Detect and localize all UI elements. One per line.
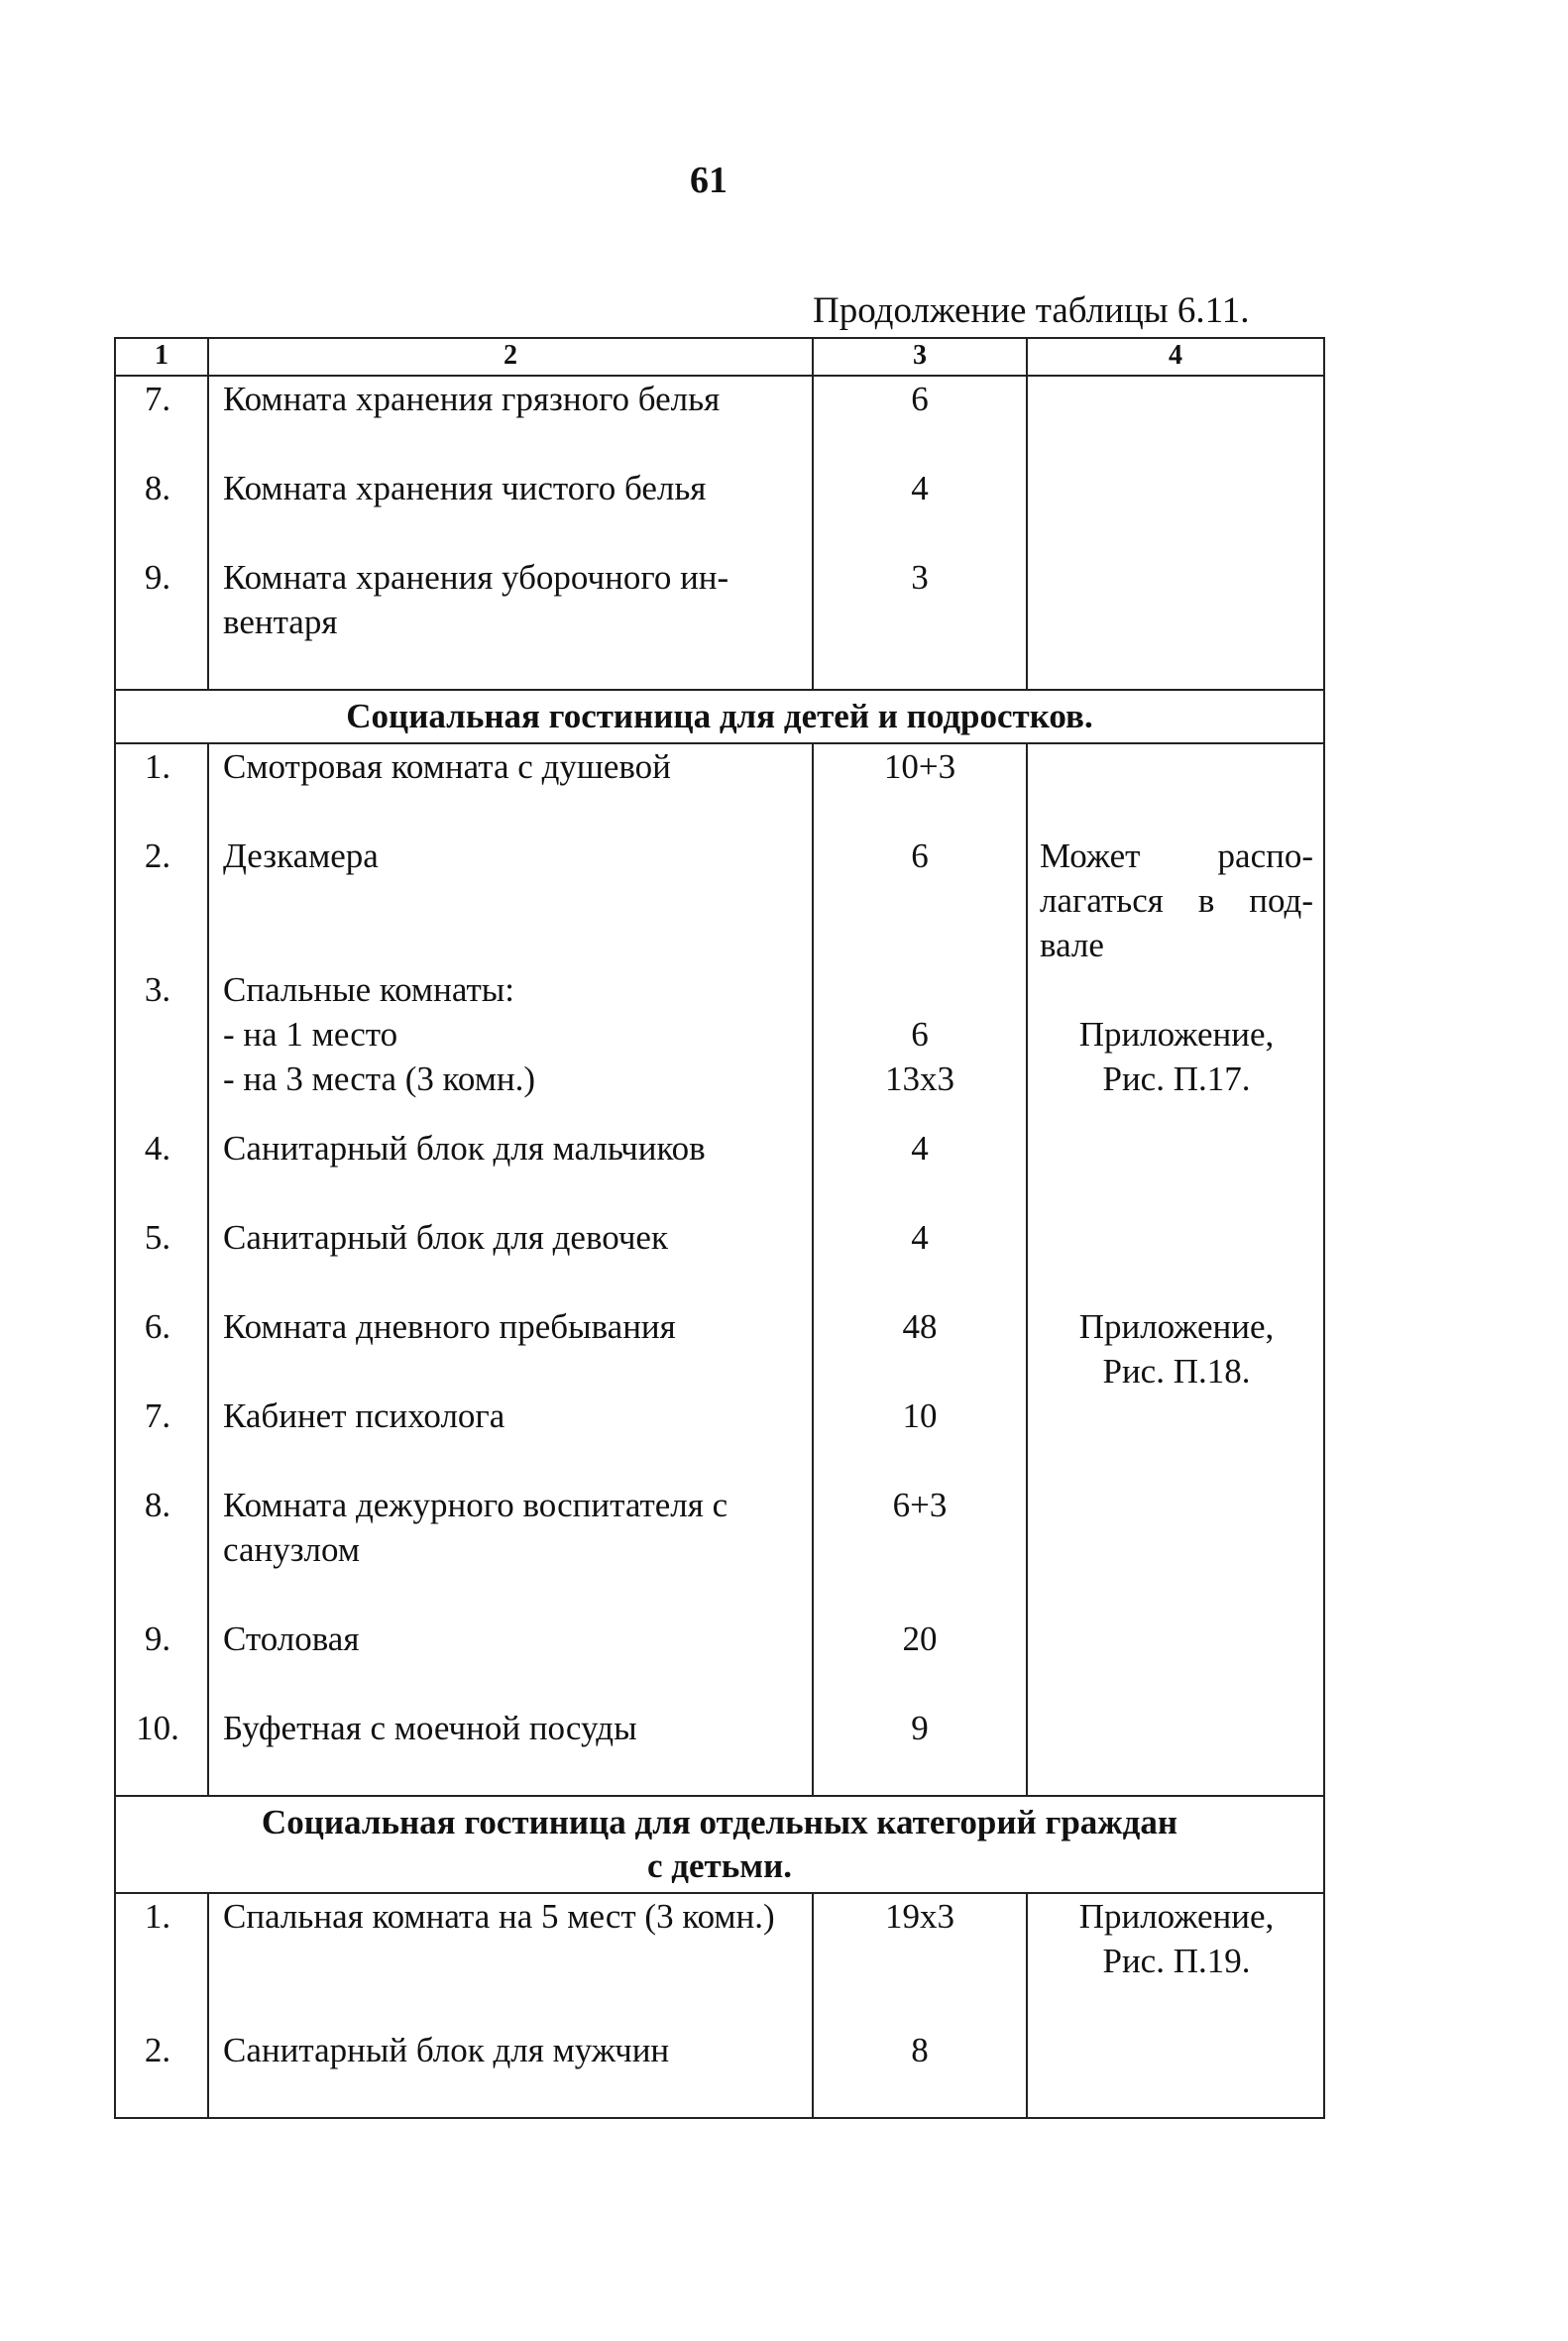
room-note-line: Рис. П.18. xyxy=(1102,1352,1251,1391)
table-row xyxy=(115,743,1324,834)
room-area: 6+3 xyxy=(813,1483,1027,1616)
room-area-line: 13х3 xyxy=(885,1059,954,1098)
room-name: Кабинет психолога xyxy=(208,1393,813,1483)
room-name: Санитарный блок для девочек xyxy=(208,1215,813,1304)
room-note-line: Рис. П.19. xyxy=(1102,1942,1251,1980)
room-note: Может распо-лагаться в под-вале xyxy=(1027,834,1324,967)
table-row xyxy=(115,1616,1324,1706)
room-note-line: Приложение, xyxy=(1078,1897,1275,1936)
row-number: 2. xyxy=(115,834,208,967)
room-note xyxy=(1027,466,1324,555)
room-note xyxy=(1027,1483,1324,1616)
room-area-line xyxy=(814,967,1026,1012)
room-note xyxy=(1027,1616,1324,1706)
row-number: 7. xyxy=(115,376,208,466)
room-note xyxy=(1027,1126,1324,1215)
row-number: 2. xyxy=(115,2028,208,2118)
room-note xyxy=(1027,1706,1324,1796)
room-note xyxy=(1027,1304,1324,1393)
room-note xyxy=(1027,743,1324,834)
room-area: 6 xyxy=(813,834,1027,967)
room-note-line: Приложение, xyxy=(1078,1015,1275,1054)
row-number: 1. xyxy=(115,743,208,834)
room-note xyxy=(1027,555,1324,690)
room-name: Комната дежурного воспитателя с санузлом xyxy=(208,1483,813,1616)
table-row xyxy=(115,1483,1324,1616)
column-header: 4 xyxy=(1027,338,1324,376)
room-area: 6 xyxy=(813,376,1027,466)
row-number: 8. xyxy=(115,466,208,555)
column-header: 2 xyxy=(208,338,813,376)
room-area-line: 6 xyxy=(911,1015,929,1054)
section-heading-row xyxy=(115,690,1324,743)
room-note xyxy=(1027,1393,1324,1483)
row-number: 5. xyxy=(115,1215,208,1304)
room-name: Санитарный блок для мальчиков xyxy=(208,1126,813,1215)
room-name: Смотровая комната с душевой xyxy=(208,743,813,834)
room-area: 4 xyxy=(813,1215,1027,1304)
section-heading-line: Социальная гостиница для отдельных категорий граждан xyxy=(261,1803,1178,1841)
table-row xyxy=(115,967,1324,1126)
room-name: Буфетная с моечной посуды xyxy=(208,1706,813,1796)
room-area: 48 xyxy=(813,1304,1027,1393)
room-name-line: Спальные комнаты: xyxy=(223,970,514,1009)
room-name: Комната дневного пребывания xyxy=(208,1304,813,1393)
table-row xyxy=(115,1215,1324,1304)
room-note xyxy=(1027,2028,1324,2118)
note-spacer xyxy=(1040,967,1313,1012)
room-area: 10+3 xyxy=(813,743,1027,834)
room-area xyxy=(813,967,1027,1126)
room-area: 9 xyxy=(813,1706,1027,1796)
table-row xyxy=(115,2028,1324,2118)
row-number: 4. xyxy=(115,1126,208,1215)
room-area: 19х3 xyxy=(813,1893,1027,2028)
room-name: Столовая xyxy=(208,1616,813,1706)
room-note xyxy=(1027,376,1324,466)
row-number: 9. xyxy=(115,1616,208,1706)
room-name xyxy=(208,967,813,1126)
column-header: 1 xyxy=(115,338,208,376)
room-area: 8 xyxy=(813,2028,1027,2118)
table-row xyxy=(115,376,1324,466)
row-number: 3. xyxy=(115,967,208,1126)
room-name: Спальная комната на 5 мест (3 комн.) xyxy=(208,1893,813,2028)
table-header-row xyxy=(115,338,1324,376)
section-heading-line: с детьми. xyxy=(647,1846,792,1885)
page-number: 61 xyxy=(690,160,728,201)
room-note xyxy=(1027,1215,1324,1304)
room-note-line: Рис. П.17. xyxy=(1102,1059,1251,1098)
room-area: 4 xyxy=(813,1126,1027,1215)
section-heading-row xyxy=(115,1796,1324,1893)
room-name: Дезкамера xyxy=(208,834,813,967)
table-row xyxy=(115,1393,1324,1483)
table-row xyxy=(115,1304,1324,1393)
table-row xyxy=(115,466,1324,555)
room-name: Комната хранения чистого белья xyxy=(208,466,813,555)
table-row xyxy=(115,1893,1324,2028)
section-heading-children: Социальная гостиница для детей и подростков. xyxy=(115,690,1324,743)
room-area: 20 xyxy=(813,1616,1027,1706)
room-area: 4 xyxy=(813,466,1027,555)
section-heading-families xyxy=(115,1796,1324,1893)
column-header: 3 xyxy=(813,338,1027,376)
room-name: Санитарный блок для мужчин xyxy=(208,2028,813,2118)
rooms-table xyxy=(114,337,1325,2119)
table-continuation-caption: Продолжение таблицы 6.11. xyxy=(813,290,1250,331)
table-row xyxy=(115,1126,1324,1215)
row-number: 10. xyxy=(115,1706,208,1796)
row-number: 8. xyxy=(115,1483,208,1616)
room-name: Комната хранения уборочного ин-вентаря xyxy=(208,555,813,690)
table-row xyxy=(115,555,1324,690)
table-row xyxy=(115,834,1324,967)
row-number: 1. xyxy=(115,1893,208,2028)
row-number: 7. xyxy=(115,1393,208,1483)
room-area: 3 xyxy=(813,555,1027,690)
row-number: 6. xyxy=(115,1304,208,1393)
room-note xyxy=(1027,967,1324,1126)
room-name-line: - на 1 место xyxy=(223,1015,398,1054)
room-name-line: - на 3 места (3 комн.) xyxy=(223,1059,536,1098)
room-note-line: Приложение, xyxy=(1078,1307,1275,1346)
table-row xyxy=(115,1706,1324,1796)
room-note xyxy=(1027,1893,1324,2028)
row-number: 9. xyxy=(115,555,208,690)
room-name: Комната хранения грязного белья xyxy=(208,376,813,466)
room-area: 10 xyxy=(813,1393,1027,1483)
